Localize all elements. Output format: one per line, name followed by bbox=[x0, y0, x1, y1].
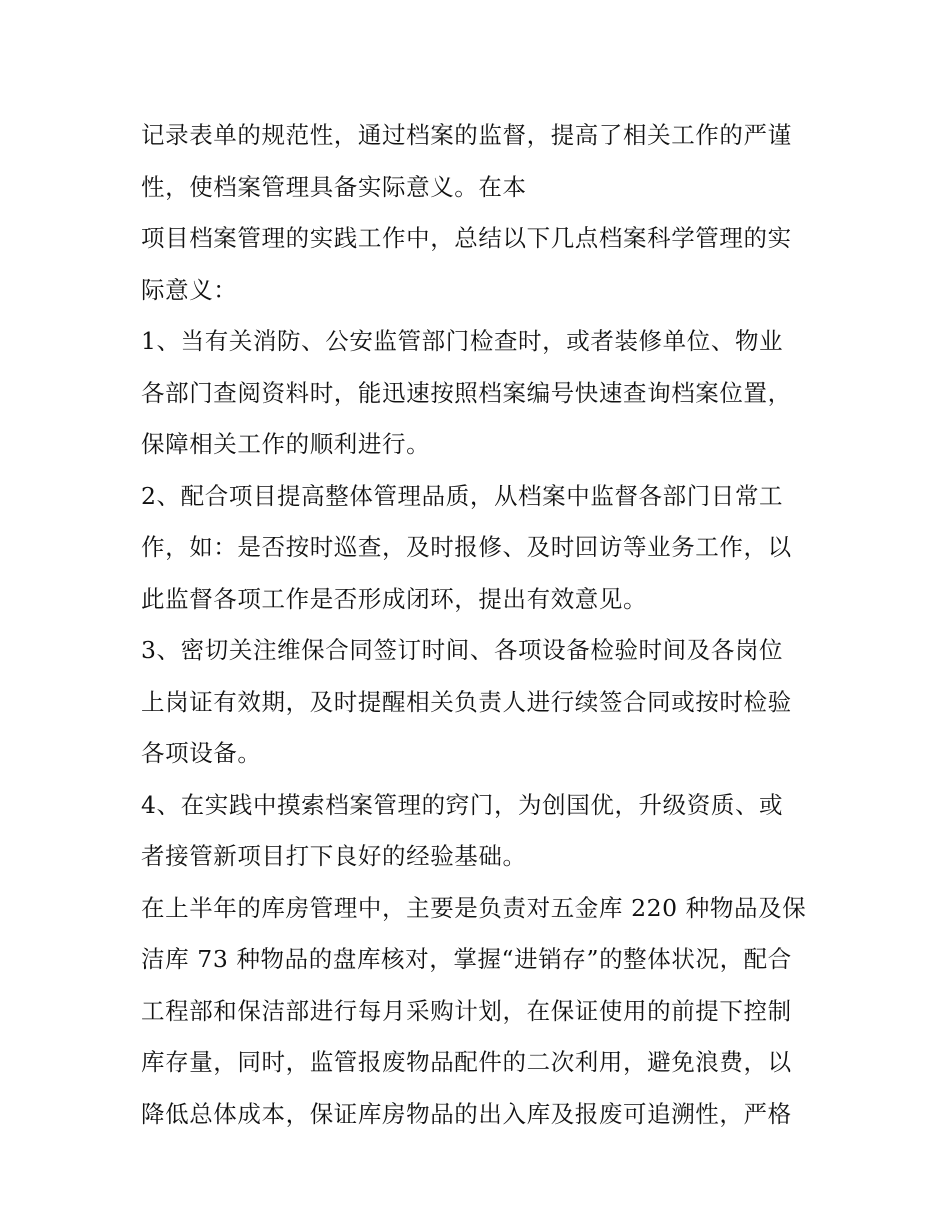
paragraph-line: 库存量，同时，监管报废物品配件的二次利用，避免浪费，以 bbox=[141, 1048, 792, 1076]
list-item-3-line: 各项设备。 bbox=[141, 739, 262, 767]
list-item-2-line: 2、配合项目提高整体管理品质，从档案中监督各部门日常工 bbox=[141, 481, 784, 510]
text-line: 性，使档案管理具备实际意义。在本 bbox=[141, 172, 527, 201]
list-item-1-line: 各部门查阅资料时，能迅速按照档案编号快速查询档案位置， bbox=[141, 378, 792, 407]
document-body bbox=[141, 110, 821, 1140]
list-item-1-line: 保障相关工作的顺利进行。 bbox=[141, 430, 431, 458]
text-line: 际意义： bbox=[141, 275, 238, 304]
list-item-2-line: 此监督各项工作是否形成闭环，提出有效意见。 bbox=[141, 584, 648, 613]
list-item-1-line: 1、当有关消防、公安监管部门检查时，或者装修单位、物业 bbox=[141, 327, 784, 355]
paragraph-line: 工程部和保洁部进行每月采购计划，在保证使用的前提下控制 bbox=[141, 996, 792, 1025]
paragraph-line: 洁库 73 种物品的盘库核对，掌握“进销存”的整体状况，配合 bbox=[141, 945, 792, 973]
list-item-2-line: 作，如：是否按时巡查，及时报修、及时回访等业务工作，以 bbox=[141, 533, 792, 561]
paragraph-line: 降低总体成本，保证库房物品的出入库及报废可追溯性，严格 bbox=[141, 1099, 792, 1128]
list-item-4-line: 4、在实践中摸索档案管理的窍门，为创国优，升级资质、或 bbox=[141, 790, 784, 819]
text-line: 记录表单的规范性，通过档案的监督，提高了相关工作的严谨 bbox=[141, 121, 792, 149]
text-line: 项目档案管理的实践工作中，总结以下几点档案科学管理的实 bbox=[141, 224, 792, 252]
list-item-3-line: 3、密切关注维保合同签订时间、各项设备检验时间及各岗位 bbox=[141, 636, 784, 664]
paragraph-line: 在上半年的库房管理中，主要是负责对五金库 220 种物品及保 bbox=[141, 893, 807, 922]
list-item-4-line: 者接管新项目打下良好的经验基础。 bbox=[141, 842, 527, 870]
list-item-3-line: 上岗证有效期，及时提醒相关负责人进行续签合同或按时检验 bbox=[141, 687, 792, 716]
